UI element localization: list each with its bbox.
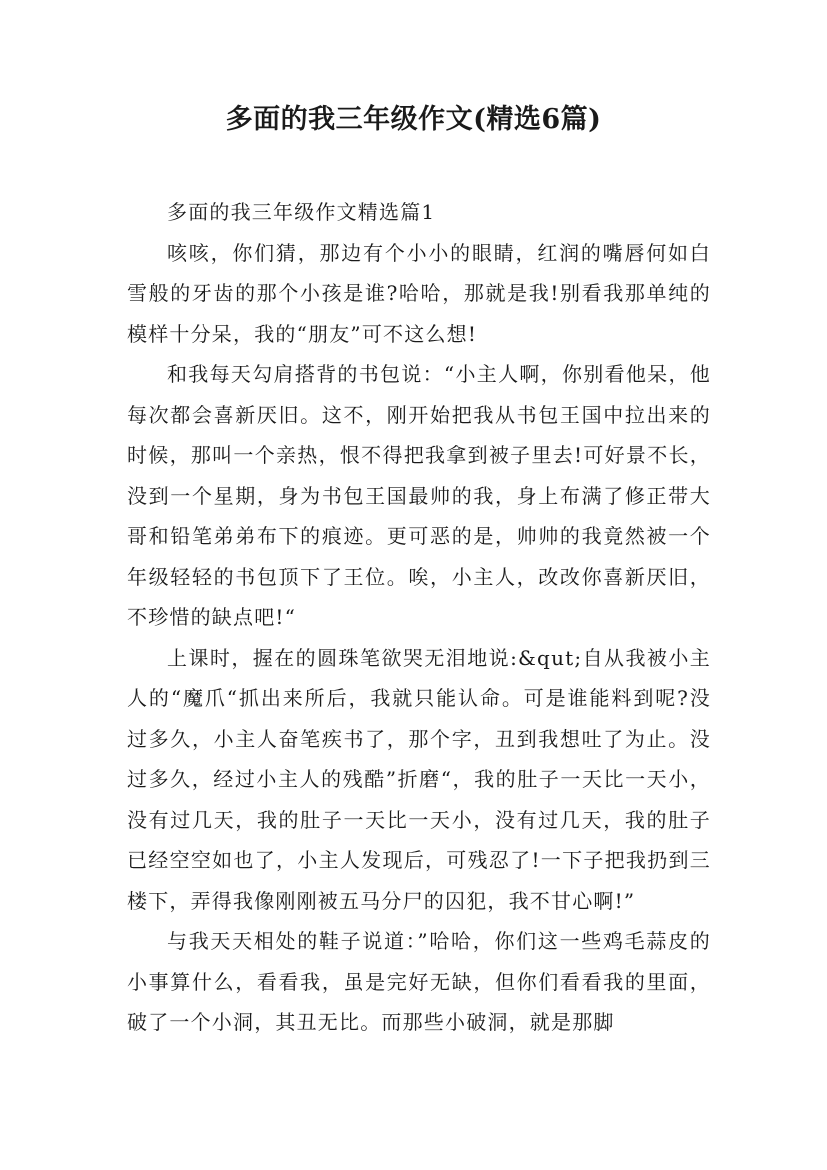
paragraph: 和我每天勾肩搭背的书包说：“小主人啊，你别看他呆，他每次都会喜新厌旧。这不，刚开始把我从书包王国中拉出来的时候，那叫一个亲热，恨不得把我拿到被子里去!可好景不长，没到一个星期，身为书包王国最帅的我，身上布满了修正带大哥和铅笔弟弟布下的痕迹。更可恶的是，帅帅的我竟然被一个年级轻轻的书包顶下了王位。唉，小主人，改改你喜新厌旧，不珍惜的缺点吧!“ [127,362,711,629]
paragraph: 上课时，握在的圆珠笔欲哭无泪地说:&qut;自从我被小主人的“魔爪“抓出来所后，我就只能认命。可是谁能料到呢?没过多久，小主人奋笔疾书了，那个字，丑到我想吐了为止。没过多久，经过小主人的残酷”折磨“，我的肚子一天比一天小，没有过几天，我的肚子一天比一天小，没有过几天，我的肚子已经空空如也了，小主人发现后，可残忍了!一下子把我扔到三楼下，弄得我像刚刚被五马分尸的囚犯，我不甘心啊!” [127,645,711,913]
document-body [127,192,711,1043]
section-heading: 多面的我三年级作文精选篇1 [167,200,436,224]
document-title: 多面的我三年级作文(精选6篇) [225,104,602,135]
paragraph: 与我天天相处的鞋子说道：”哈哈，你们这一些鸡毛蒜皮的小事算什么，看看我，虽是完好无缺，但你们看看我的里面，破了一个小洞，其丑无比。而那些小破洞，就是那脚 [127,929,711,1034]
paragraph: 咳咳，你们猜，那边有个小小的眼睛，红润的嘴唇何如白雪般的牙齿的那个小孩是谁?哈哈，那就是我!别看我那单纯的模样十分呆，我的“朋友”可不这么想! [127,240,711,346]
